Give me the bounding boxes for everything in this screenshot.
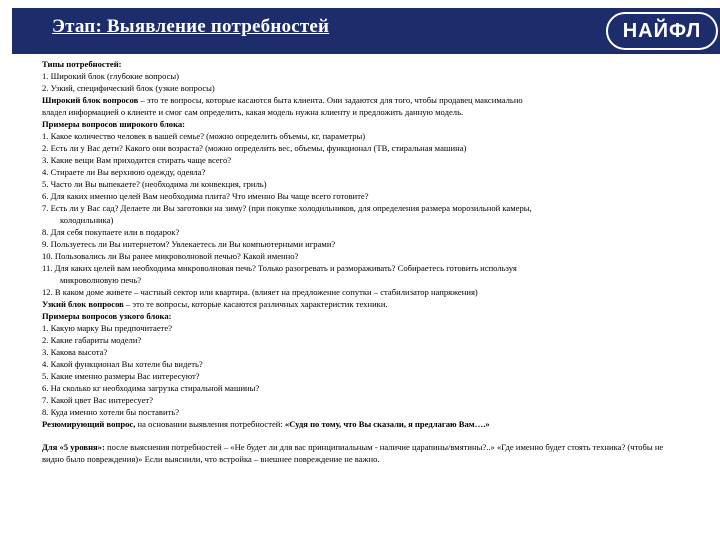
list-item: 2. Какие габариты модели? — [42, 335, 142, 345]
document-body — [42, 58, 682, 465]
list-item: 2. Узкий, специфический блок (узкие вопросы) — [42, 83, 215, 93]
list-item: 11. Для каких целей вам необходима микроволновая печь? Только разогревать и размораживать? Собираетесь готовить используя — [42, 263, 517, 273]
list-item: 3. Какова высота? — [42, 347, 108, 357]
company-logo: НАЙФЛ — [606, 12, 718, 50]
list-item: 6. Для каких именно целей Вам необходима плита? Что именно Вы чаще всего готовите? — [42, 191, 369, 201]
list-item: 5. Какие именно размеры Вас интересуют? — [42, 371, 200, 381]
list-item: 8. Для себя покупаете или в подарок? — [42, 227, 180, 237]
level-five-text: после выяснения потребностей – «Не будет ли для вас принципиальным - наличие царапины/вмятины?..» «Где именно будет стоять техника? (чтобы не видно было повреждения)» Если выяснили, что встройка – внешнее повреждение не важно. — [42, 442, 664, 464]
narrow-block-definition — [42, 298, 682, 310]
list-item: 8. Куда именно хотели бы поставить? — [42, 407, 180, 417]
narrow-examples-heading: Примеры вопросов узкого блока: — [42, 311, 172, 321]
header-bar — [12, 8, 720, 54]
list-item-cont: микроволновую печь? — [60, 275, 142, 285]
list-item: 7. Какой цвет Вас интересует? — [42, 395, 154, 405]
list-item: 1. Широкий блок (глубокие вопросы) — [42, 71, 180, 81]
wide-block-definition — [42, 94, 682, 106]
list-item: 6. На сколько кг необходима загрузка стиральной машины? — [42, 383, 260, 393]
page-title: Этап: Выявление потребностей — [52, 16, 330, 37]
wide-block-definition-cont: владел информацией о клиенте и смог сам определить, какая модель нужна клиенту и предложить данную модель. — [42, 107, 464, 117]
list-item: 3. Какие вещи Вам приходится стирать чаще всего? — [42, 155, 232, 165]
wide-block-text: – это те вопросы, которые касаются быта клиента. Они задаются для того, чтобы продавец максимально — [138, 95, 523, 105]
types-heading: Типы потребностей: — [42, 59, 122, 69]
narrow-block-label: Узкий блок вопросов — [42, 299, 124, 309]
list-item: 1. Какое количество человек в вашей семье? (можно определить объемы, кг, параметры) — [42, 131, 366, 141]
spacer — [42, 430, 682, 441]
list-item: 1. Какую марку Вы предпочитаете? — [42, 323, 173, 333]
level-five-label: Для «5 уровня»: — [42, 442, 105, 452]
list-item: 10. Пользовались ли Вы ранее микроволновой печью? Какой именно? — [42, 251, 299, 261]
summary-text: на основании выявления потребностей: — [135, 419, 285, 429]
list-item: 9. Пользуетесь ли Вы интернетом? Увлекаетесь ли Вы компьютерными играми? — [42, 239, 336, 249]
list-item: 5. Часто ли Вы выпекаете? (необходима ли конвекция, гриль) — [42, 179, 267, 189]
wide-examples-heading: Примеры вопросов широкого блока: — [42, 119, 186, 129]
list-item-cont: колодильника) — [60, 215, 114, 225]
list-item: 7. Есть ли у Вас сад? Делаете ли Вы заготовки на зиму? (при покупке холодильников, для определения размера морозильной камеры, — [42, 203, 532, 213]
summary-label: Резюмирующий вопрос, — [42, 419, 136, 429]
level-five-note — [42, 441, 682, 465]
wide-block-label: Широкий блок вопросов — [42, 95, 139, 105]
list-item: 2. Есть ли у Вас дети? Какого они возраста? (можно определить вес, объемы, функционал (ТВ, стиральная машина) — [42, 143, 467, 153]
list-item: 4. Стираете ли Вы верхнюю одежду, одеяла? — [42, 167, 206, 177]
list-item: 4. Какой функционал Вы хотели бы видеть? — [42, 359, 203, 369]
summary-question — [42, 418, 682, 430]
summary-quote: «Судя по тому, что Вы сказали, я предлагаю Вам….» — [284, 419, 490, 429]
list-item: 12. В каком доме живете – частный сектор или квартира. (влияет на предложение сопутки – стабилизатор напряжения) — [42, 287, 478, 297]
narrow-block-text: – это те вопросы, которые касаются различных характеристик техники. — [123, 299, 388, 309]
